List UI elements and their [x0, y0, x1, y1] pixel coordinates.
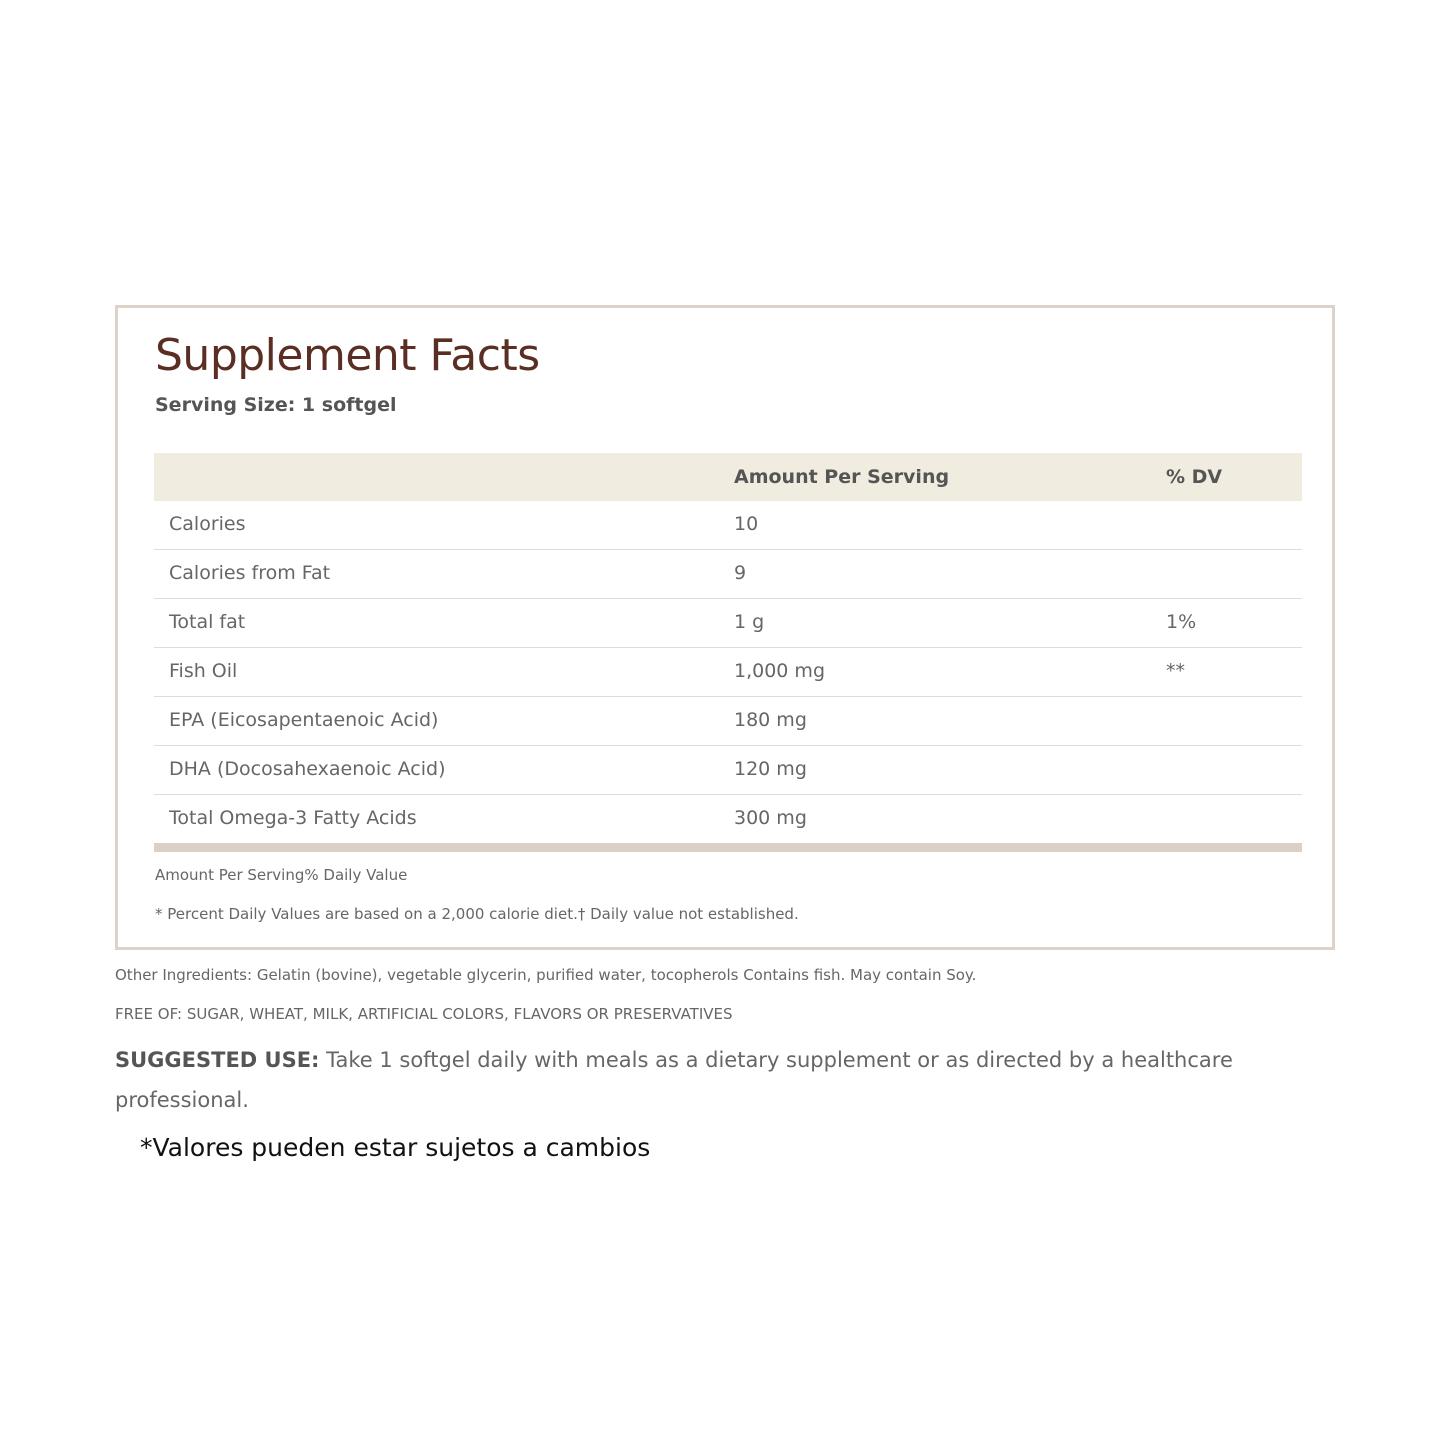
row-name: Calories: [169, 513, 246, 535]
row-name: Fish Oil: [169, 660, 238, 682]
table-body: [154, 501, 1302, 843]
table-row: [154, 501, 1302, 550]
facts-table: [154, 453, 1302, 852]
row-amount: 180 mg: [734, 709, 807, 731]
table-row: [154, 746, 1302, 795]
supplement-facts-panel: [115, 305, 1335, 950]
row-amount: 300 mg: [734, 807, 807, 829]
header-amount: Amount Per Serving: [734, 466, 950, 488]
footnote-amount-dv: Amount Per Serving% Daily Value: [155, 866, 408, 884]
footnote-daily-values: * Percent Daily Values are based on a 2,000 calorie diet.† Daily value not established.: [155, 905, 799, 923]
table-header: [154, 453, 1302, 501]
values-disclaimer: *Valores pueden estar sujetos a cambios: [140, 1133, 651, 1162]
row-amount: 120 mg: [734, 758, 807, 780]
serving-size: Serving Size: 1 softgel: [155, 394, 397, 416]
row-name: DHA (Docosahexaenoic Acid): [169, 758, 446, 780]
table-row: [154, 599, 1302, 648]
row-amount: 1,000 mg: [734, 660, 826, 682]
row-name: Total Omega-3 Fatty Acids: [169, 807, 417, 829]
row-name: Total fat: [169, 611, 246, 633]
row-dv: **: [1166, 660, 1185, 682]
table-row: [154, 795, 1302, 843]
header-dv: % DV: [1166, 466, 1223, 488]
suggested-use-label: SUGGESTED USE:: [115, 1048, 320, 1072]
suggested-use: [115, 1040, 1235, 1120]
table-row: [154, 550, 1302, 599]
table-bottom-rule: [154, 843, 1302, 852]
row-amount: 10: [734, 513, 759, 535]
table-row: [154, 648, 1302, 697]
row-name: EPA (Eicosapentaenoic Acid): [169, 709, 439, 731]
facts-title: Supplement Facts: [155, 330, 540, 381]
suggested-use-text: Take 1 softgel daily with meals as a dietary supplement or as directed by a healthcare professional.: [115, 1048, 1233, 1112]
other-ingredients: Other Ingredients: Gelatin (bovine), vegetable glycerin, purified water, tocopherols Contains fish. May contain Soy.: [115, 966, 977, 984]
row-amount: 1 g: [734, 611, 765, 633]
row-amount: 9: [734, 562, 747, 584]
row-dv: 1%: [1166, 611, 1197, 633]
table-row: [154, 697, 1302, 746]
free-of: FREE OF: SUGAR, WHEAT, MILK, ARTIFICIAL COLORS, FLAVORS OR PRESERVATIVES: [115, 1005, 733, 1023]
row-name: Calories from Fat: [169, 562, 331, 584]
